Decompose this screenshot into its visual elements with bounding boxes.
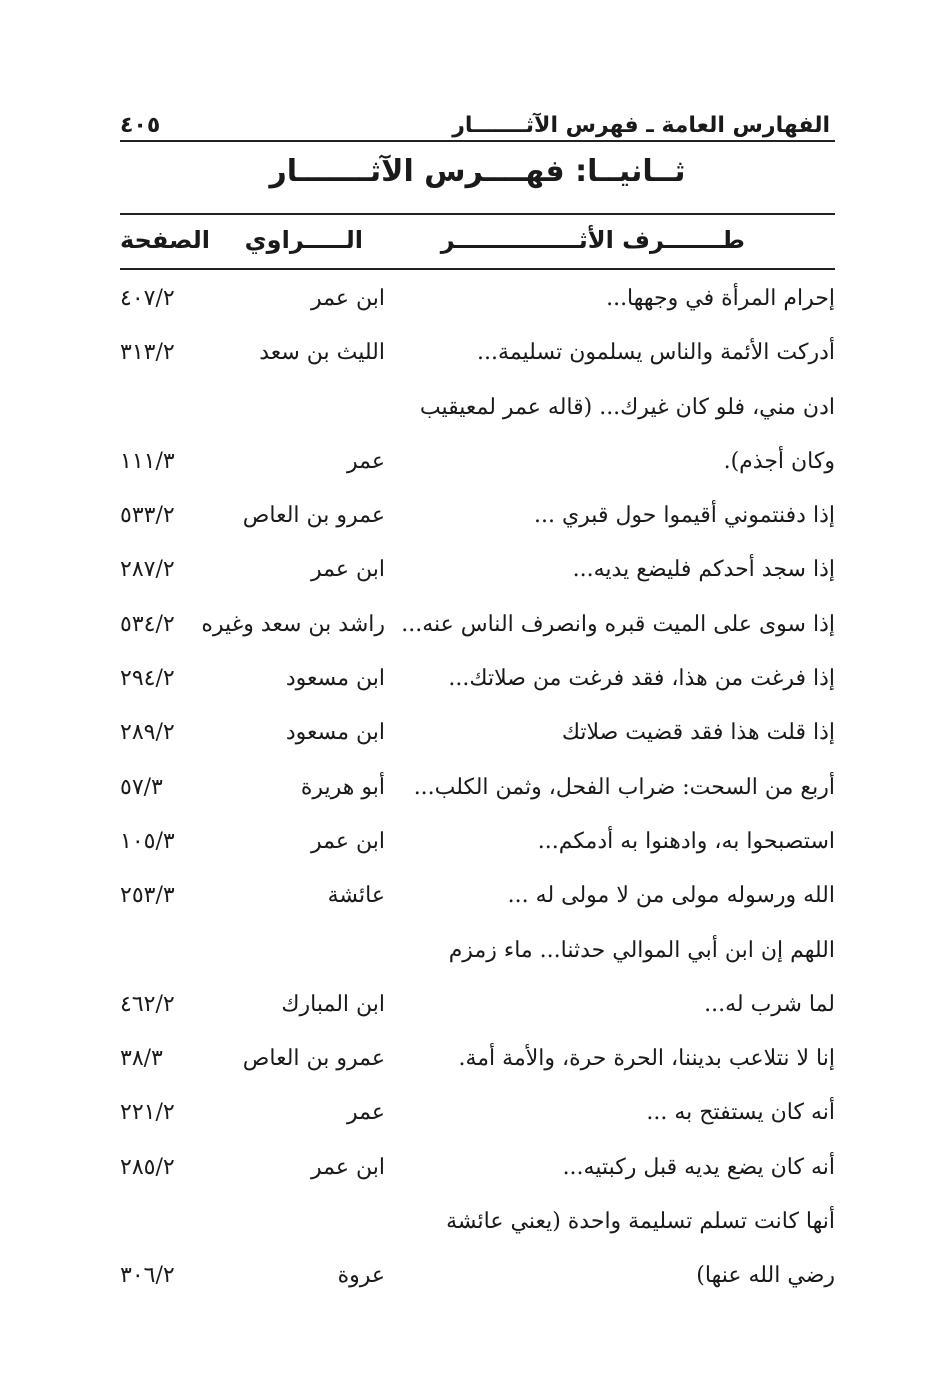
rawi-name: عائشة [327, 883, 385, 909]
index-row [120, 708, 835, 762]
rawi-name: ابن مسعود [285, 720, 385, 746]
index-row [120, 926, 835, 980]
page-ref: ٣١٣/٢ [120, 340, 175, 366]
page-ref: ٢٩٤/٢ [120, 666, 175, 692]
index-row [120, 817, 835, 871]
athar-text: إذا قلت هذا فقد قضيت صلاتك [561, 720, 835, 746]
index-row [120, 1088, 835, 1142]
column-headers [120, 222, 835, 262]
index-row [120, 600, 835, 654]
page-ref: ٢٨٩/٢ [120, 720, 175, 746]
header-rule [120, 140, 835, 142]
index-row [120, 654, 835, 708]
index-row [120, 763, 835, 817]
index-row [120, 1251, 835, 1305]
athar-text: وكان أجذم). [723, 448, 835, 474]
athar-text: إذا فرغت من هذا، فقد فرغت من صلاتك... [448, 666, 835, 692]
column-header-athar: طـــــــرف الأثـــــــــــــــر [440, 226, 745, 254]
rawi-name: راشد بن سعد وغيره [201, 611, 385, 637]
rawi-name: أبو هريرة [300, 774, 385, 800]
athar-text: اللهم إن ابن أبي الموالي حدثنا... ماء زمزم [448, 937, 835, 963]
page-ref: ١٠٥/٣ [120, 828, 175, 854]
rawi-name: الليث بن سعد [259, 340, 385, 366]
running-head [120, 108, 830, 142]
index-row [120, 437, 835, 491]
page-ref: ٤٠٧/٢ [120, 286, 175, 311]
index-row [120, 274, 835, 328]
page-ref: ٢٨٧/٢ [120, 557, 175, 583]
page-ref: ٢٢١/٢ [120, 1100, 175, 1126]
page-ref: ٢٥٣/٣ [120, 883, 175, 909]
athar-text: أنها كانت تسلم تسليمة واحدة (يعني عائشة [446, 1209, 835, 1235]
athar-text: لما شرب له... [704, 991, 835, 1017]
rawi-name: ابن عمر [311, 1154, 385, 1180]
index-row [120, 383, 835, 437]
running-title: الفهارس العامة ـ فهرس الآثـــــــار [452, 112, 830, 138]
athar-text: الله ورسوله مولى من لا مولى له ... [507, 883, 835, 909]
title-rule [120, 213, 835, 215]
athar-text: ادن مني، فلو كان غيرك... (قاله عمر لمعيقيب [419, 394, 835, 420]
page-ref: ٤٦٢/٢ [120, 991, 175, 1017]
page-ref: ٥٧/٣ [120, 774, 163, 800]
rawi-name: عروة [337, 1263, 385, 1289]
athar-text: أنه كان يضع يديه قبل ركبتيه... [562, 1154, 835, 1180]
rawi-name: ابن عمر [311, 286, 385, 311]
rawi-name: ابن عمر [311, 828, 385, 854]
index-row [120, 1197, 835, 1251]
rawi-name: ابن عمر [311, 557, 385, 583]
rawi-name: عمرو بن العاص [242, 1046, 385, 1072]
athar-text: إنا لا نتلاعب بديننا، الحرة حرة، والأمة أمة. [458, 1046, 835, 1072]
index-row [120, 545, 835, 599]
athar-text: إذا دفنتموني أقيموا حول قبري ... [533, 503, 835, 529]
athar-text: أربع من السحت: ضراب الفحل، وثمن الكلب... [413, 774, 835, 800]
index-row [120, 328, 835, 382]
athar-text: إذا سجد أحدكم فليضع يديه... [572, 557, 835, 583]
athar-text: أنه كان يستفتح به ... [646, 1100, 835, 1126]
page-ref: ٥٣٣/٢ [120, 503, 175, 529]
athar-text: رضي الله عنها) [696, 1263, 835, 1289]
column-header-rule [120, 268, 835, 270]
page-ref: ٣٨/٣ [120, 1046, 163, 1072]
athar-text: إحرام المرأة في وجهها... [606, 286, 835, 311]
index-row [120, 980, 835, 1034]
page-ref: ٥٣٤/٢ [120, 611, 175, 637]
index-row [120, 1143, 835, 1197]
index-row [120, 491, 835, 545]
athar-text: إذا سوى على الميت قبره وانصرف الناس عنه... [401, 611, 835, 637]
index-rows [120, 274, 835, 1306]
page-ref: ١١١/٣ [120, 448, 175, 474]
rawi-name: ابن مسعود [285, 666, 385, 692]
column-header-rawi: الـــــراوي [244, 226, 363, 254]
rawi-name: عمر [347, 448, 385, 474]
rawi-name: عمر [347, 1100, 385, 1126]
page-ref: ٢٨٥/٢ [120, 1154, 175, 1180]
rawi-name: عمرو بن العاص [242, 503, 385, 529]
athar-text: استصبحوا به، وادهنوا به أدمكم... [537, 828, 835, 854]
column-header-page: الصفحة [120, 226, 211, 254]
page-number: ٤٠٥ [120, 112, 161, 138]
athar-text: أدركت الأئمة والناس يسلمون تسليمة... [477, 340, 835, 366]
index-row [120, 871, 835, 925]
page-ref: ٣٠٦/٢ [120, 1263, 175, 1289]
rawi-name: ابن المبارك [281, 991, 385, 1017]
index-row [120, 1034, 835, 1088]
section-title: ثــانيــا: فهــــرس الآثـــــــار [269, 154, 686, 189]
